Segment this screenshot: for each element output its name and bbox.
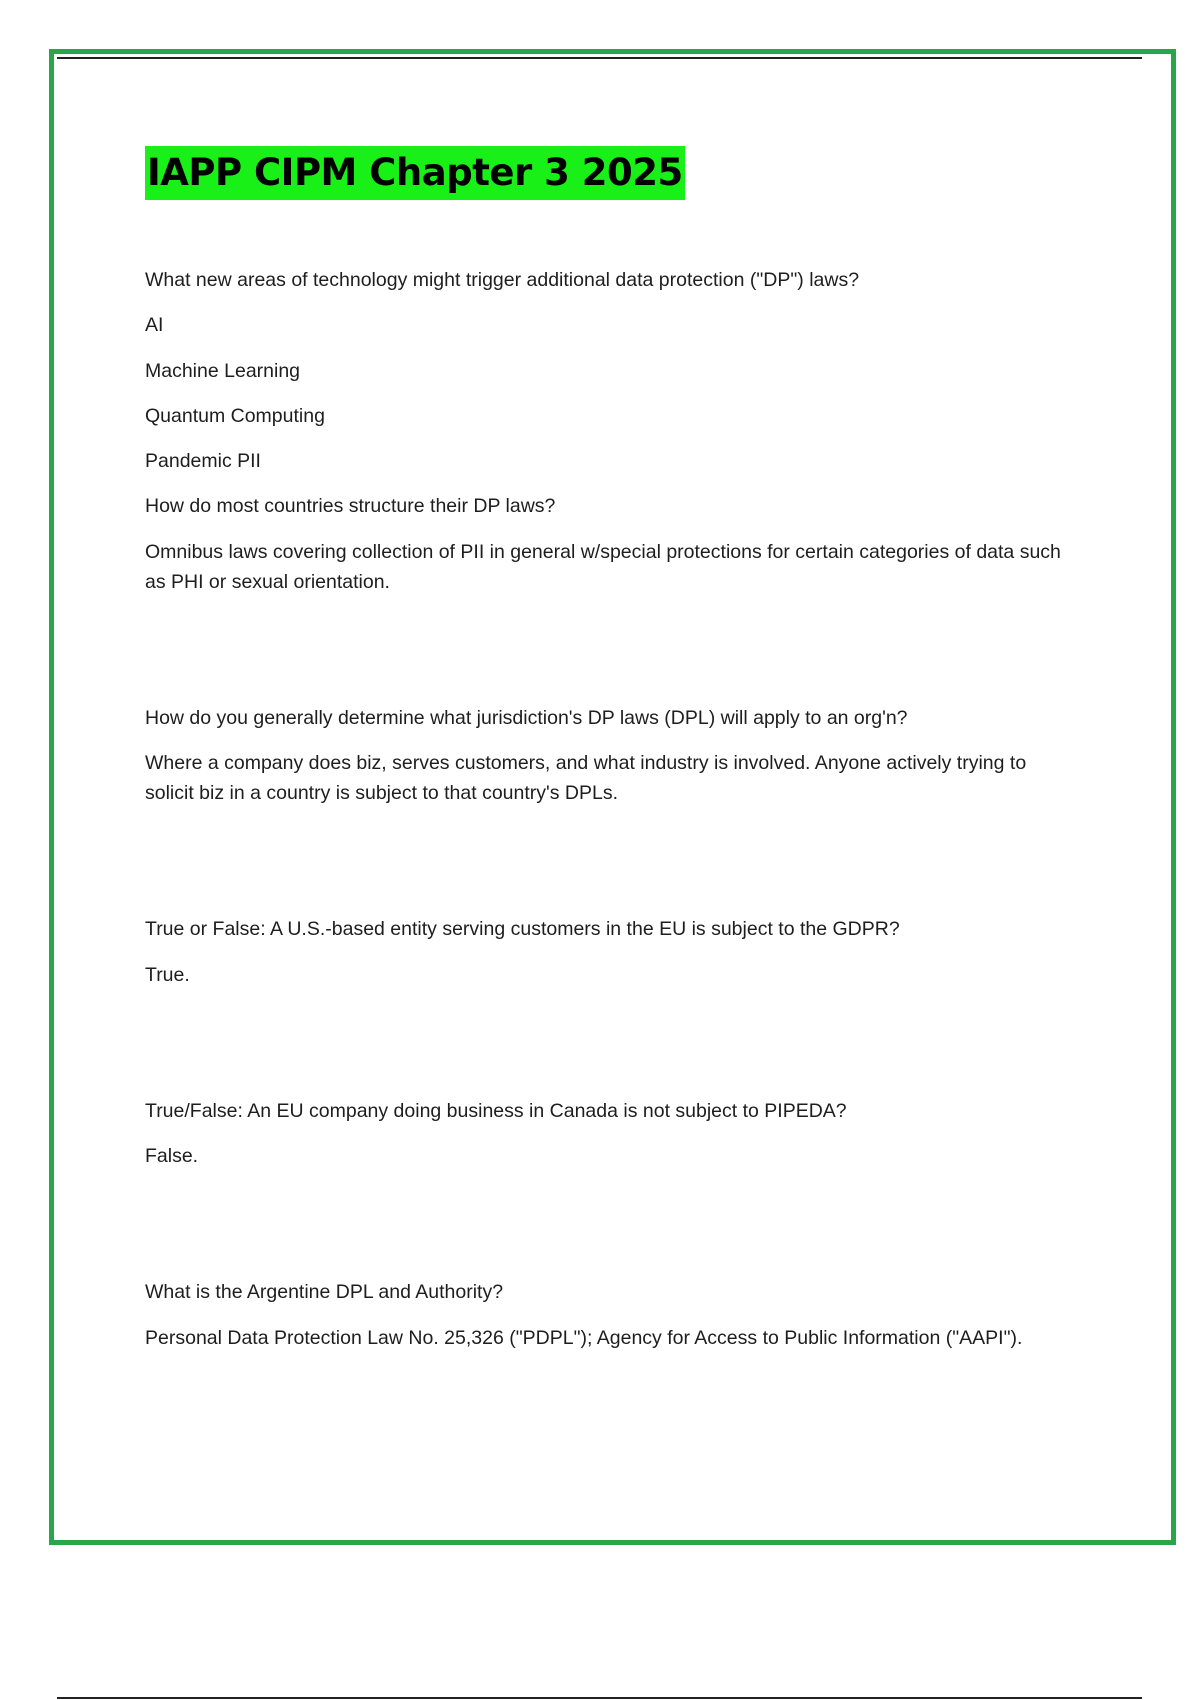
question-gdpr-us-entity: True or False: A U.S.-based entity serving customers in the EU is subject to the GDPR? [145,918,900,940]
question-pipeda-eu-company: True/False: An EU company doing business in Canada is not subject to PIPEDA? [145,1100,847,1122]
answer-pandemic-pii: Pandemic PII [145,450,261,472]
question-new-tech-areas: What new areas of technology might trigger additional data protection ("DP") laws? [145,269,860,291]
answer-ai: AI [145,314,164,336]
question-jurisdiction: How do you generally determine what jurisdiction's DP laws (DPL) will apply to an org'n? [145,707,908,729]
document-title: IAPP CIPM Chapter 3 2025 [145,146,685,200]
answer-jurisdiction: Where a company does biz, serves customers, and what industry is involved. Anyone actively trying to solicit biz in a country is subject to that country's DPLs. [145,752,1027,804]
question-dp-law-structure: How do most countries structure their DP laws? [145,495,556,517]
answer-machine-learning: Machine Learning [145,360,301,382]
answer-argentine-dpl: Personal Data Protection Law No. 25,326 ("PDPL"); Agency for Access to Public Information ("AAPI"). [145,1327,1023,1349]
answer-false: False. [145,1145,199,1167]
answer-true: True. [145,964,190,986]
answer-omnibus-laws: Omnibus laws covering collection of PII in general w/special protections for certain categories of data such as PHI or sexual orientation. [145,541,1061,593]
answer-quantum-computing: Quantum Computing [145,405,325,427]
bottom-rule [57,1697,1142,1699]
question-argentine-dpl: What is the Argentine DPL and Authority? [145,1281,504,1303]
